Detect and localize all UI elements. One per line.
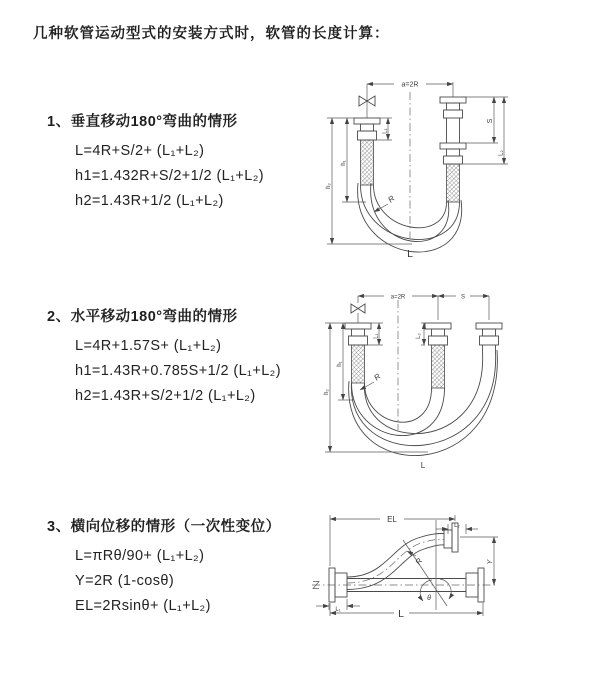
dimension-label-l1: L₁ xyxy=(382,128,389,134)
dimension-label-el: EL xyxy=(387,515,397,524)
section-1-formulas xyxy=(47,139,264,214)
diagram-horizontal-180-bend xyxy=(322,288,514,472)
diagram-lateral-displacement xyxy=(306,508,502,650)
radius-label: R xyxy=(372,371,383,383)
radius-label: R xyxy=(413,556,425,567)
dimension-label-a2r: a=2R xyxy=(401,81,419,89)
middle-pipe-fitting xyxy=(425,323,451,388)
hose-centerline xyxy=(347,539,444,583)
formula-line: h1=1.432R+S/2+1/2 (L₁+L₂) xyxy=(75,168,265,184)
valve-icon xyxy=(351,304,365,313)
section-1-heading: 1、垂直移动180°弯曲的情形 xyxy=(47,114,238,130)
section-3-heading: 3、横向位移的情形（一次性变位） xyxy=(47,519,281,535)
formula-line: EL=2Rsinθ+ (L₁+L₂) xyxy=(75,598,211,614)
length-label: L xyxy=(398,608,404,620)
formula-line: L=4R+1.57S+ (L₁+L₂) xyxy=(75,338,222,354)
dimension-label-h1: h₁ xyxy=(341,160,347,166)
section-2-formulas xyxy=(47,334,281,409)
dimension-label-h2: h₂ xyxy=(326,183,332,189)
page-title: 几种软管运动型式的安装方式时，软管的长度计算： xyxy=(33,26,390,42)
u-bend-hoses xyxy=(349,350,498,456)
braided-hose-section xyxy=(447,164,460,202)
section-3 xyxy=(47,515,281,619)
dimension-label-l2: L₂ xyxy=(498,150,505,156)
dimension-label-l2: L₂ xyxy=(454,523,460,529)
length-label: L xyxy=(407,248,413,260)
braided-hose-section xyxy=(361,140,374,185)
right-pipe-fitting xyxy=(476,323,502,352)
section-1 xyxy=(47,110,264,214)
dimension-label-l1: L₁ xyxy=(373,333,380,339)
section-3-formulas xyxy=(47,544,281,619)
formula-line: h2=1.43R+S/2+1/2 (L₁+L₂) xyxy=(75,388,256,404)
left-pipe-fitting xyxy=(345,323,371,383)
dimension-label-h2: h₂ xyxy=(324,389,330,395)
section-2-heading: 2、水平移动180°弯曲的情形 xyxy=(47,309,238,325)
dimension-label-a2r: a=2R xyxy=(390,294,406,301)
formula-line: L=4R+S/2+ (L₁+L₂) xyxy=(75,143,205,159)
theta-label: θ xyxy=(427,595,431,602)
dimension-label-s: S xyxy=(487,118,494,124)
diagram-vertical-180-bend xyxy=(320,74,515,260)
dimension-label-s: S xyxy=(460,294,466,301)
formula-line: h1=1.43R+0.785S+1/2 (L₁+L₂) xyxy=(75,363,281,379)
left-pipe-fitting xyxy=(354,118,380,185)
formula-line: Y=2R (1-cosθ) xyxy=(75,573,175,589)
dimension-label-l1: L₁ xyxy=(335,607,341,613)
section-2 xyxy=(47,305,281,409)
radius-line xyxy=(403,540,447,606)
formula-line: h2=1.43R+1/2 (L₁+L₂) xyxy=(75,193,224,209)
angle-arc xyxy=(440,579,451,599)
dimension-label-l2: L₂ xyxy=(416,333,422,339)
dimension-label-h1: h₁ xyxy=(337,361,343,367)
braided-hose-section xyxy=(352,345,365,383)
length-label: L xyxy=(420,461,426,470)
radius-label: R xyxy=(386,193,397,205)
braided-hose-section xyxy=(432,345,445,388)
dimension-label-y: Y xyxy=(487,559,494,565)
formula-line: L=πRθ/90+ (L₁+L₂) xyxy=(75,548,205,564)
right-pipe-fitting xyxy=(440,97,466,202)
